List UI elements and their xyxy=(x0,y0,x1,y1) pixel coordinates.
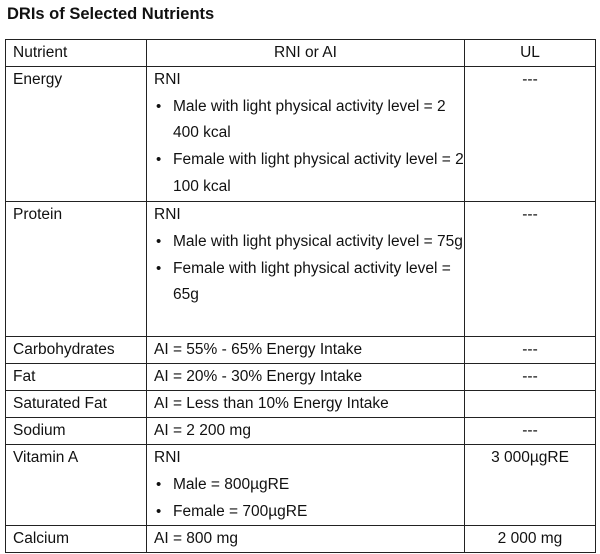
rni-list xyxy=(154,94,464,202)
bullet-icon: • xyxy=(156,259,162,277)
ul-cell: 3 000µgRE xyxy=(465,445,596,526)
list-item-text: Male with light physical activity level = 75g xyxy=(173,232,463,250)
ul-cell: --- xyxy=(465,364,596,391)
rni-cell: AI = 2 200 mg xyxy=(147,418,465,445)
list-item xyxy=(154,94,464,148)
header-ul: UL xyxy=(465,40,596,67)
bullet-icon: • xyxy=(156,151,162,169)
nutrient-cell: Protein xyxy=(6,202,147,337)
page-title: DRIs of Selected Nutrients xyxy=(7,5,215,23)
table-row xyxy=(6,337,596,364)
list-item-text: Female with light physical activity level = 2 100 kcal xyxy=(173,151,464,196)
ul-cell: --- xyxy=(465,418,596,445)
nutrient-cell: Vitamin A xyxy=(6,445,147,526)
dri-table xyxy=(5,39,596,553)
table-row xyxy=(6,364,596,391)
list-item xyxy=(154,229,464,256)
rni-cell: AI = 800 mg xyxy=(147,526,465,553)
nutrient-cell: Carbohydrates xyxy=(6,337,147,364)
list-item-text: Female = 700µgRE xyxy=(173,502,308,520)
rni-title: RNI xyxy=(154,71,181,88)
nutrient-cell: Calcium xyxy=(6,526,147,553)
bullet-icon: • xyxy=(156,502,162,520)
list-item xyxy=(154,147,464,201)
rni-cell: AI = Less than 10% Energy Intake xyxy=(147,391,465,418)
list-item-text: Male with light physical activity level = 2 400 kcal xyxy=(173,97,446,142)
list-item-text: Male = 800µgRE xyxy=(173,475,290,493)
header-nutrient: Nutrient xyxy=(6,40,147,67)
table-row xyxy=(6,445,596,526)
rni-cell: AI = 20% - 30% Energy Intake xyxy=(147,364,465,391)
table-row xyxy=(6,418,596,445)
list-item xyxy=(154,256,464,310)
rni-cell xyxy=(147,67,465,202)
table-row xyxy=(6,391,596,418)
table-row xyxy=(6,202,596,337)
nutrient-cell: Sodium xyxy=(6,418,147,445)
ul-cell: --- xyxy=(465,202,596,337)
nutrient-cell: Fat xyxy=(6,364,147,391)
header-row xyxy=(6,40,596,67)
rni-cell xyxy=(147,202,465,337)
ul-cell: --- xyxy=(465,67,596,202)
rni-cell: AI = 55% - 65% Energy Intake xyxy=(147,337,465,364)
rni-title: RNI xyxy=(154,449,181,467)
list-item xyxy=(154,472,464,499)
rni-title: RNI xyxy=(154,206,181,224)
header-rni: RNI or AI xyxy=(147,40,465,67)
bullet-icon: • xyxy=(156,97,162,115)
table-row xyxy=(6,526,596,553)
table-row xyxy=(6,67,596,202)
rni-list xyxy=(154,472,464,526)
ul-cell: 2 000 mg xyxy=(465,526,596,553)
rni-cell xyxy=(147,445,465,526)
ul-cell xyxy=(465,391,596,418)
list-item xyxy=(154,499,464,526)
ul-cell: --- xyxy=(465,337,596,364)
rni-list xyxy=(154,229,464,310)
bullet-icon: • xyxy=(156,475,162,493)
list-item-text: Female with light physical activity level = 65g xyxy=(173,259,451,304)
nutrient-cell: Saturated Fat xyxy=(6,391,147,418)
bullet-icon: • xyxy=(156,232,162,250)
nutrient-cell: Energy xyxy=(6,67,147,202)
